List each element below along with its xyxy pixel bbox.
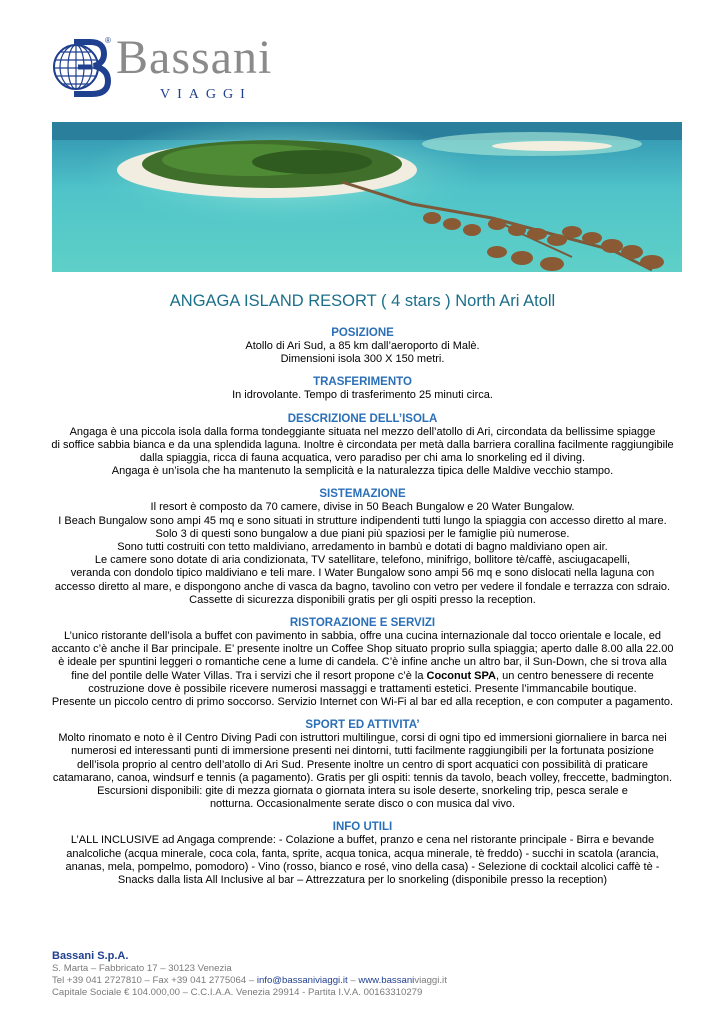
- text-line: notturna. Occasionalmente serate disco o con musica dal vivo.: [209, 798, 516, 811]
- island-photo-illustration: [52, 122, 682, 272]
- section-heading: INFO UTILI: [332, 821, 393, 834]
- section-text: [40, 340, 685, 366]
- text-line: Il resort è composto da 70 camere, divise in 50 Beach Bungalow e 20 Water Bungalow.: [150, 501, 575, 514]
- registered-mark: ®: [105, 36, 111, 45]
- text-line: costruzione dove è possibile ricevere numerosi massaggi e trattamenti estetici. Presente l’immancabile boutique.: [88, 682, 637, 695]
- text-line: di soffice sabbia bianca e da una splendida laguna. Inoltre è circondata per metà dalla barriera corallina facilmente raggiungibile: [51, 438, 674, 451]
- footer: [52, 950, 672, 999]
- footer-contacts: [52, 975, 672, 987]
- section-text: [40, 501, 685, 607]
- section-heading: SPORT ED ATTIVITA’: [305, 719, 420, 732]
- text-line: Presente un piccolo centro di primo soccorso. Servizio Internet con Wi-Fi al bar ed alla reception, e con computer a pagamento.: [51, 696, 674, 709]
- bold-text: Coconut SPA: [426, 669, 496, 682]
- section-heading: RISTORAZIONE E SERVIZI: [289, 617, 436, 630]
- footer-web-prefix: www.bassani: [358, 975, 415, 986]
- text-line: Angaga è un’isola che ha mantenuto la semplicità e la naturalezza tipica delle Maldive vecchio stampo.: [111, 465, 614, 478]
- footer-email-link[interactable]: info@bassaniviaggi.it: [256, 975, 348, 986]
- section-1: [40, 375, 685, 402]
- resort-aerial-photo: [52, 122, 682, 272]
- text-line: Escursioni disponibili: gite di mezza giornata o giornata intera su isole deserte, snorkeling trip, pesca serale e: [97, 785, 628, 798]
- section-heading: DESCRIZIONE DELL’ISOLA: [287, 412, 438, 425]
- text-line: Snacks dalla lista All Inclusive al bar – Attrezzatura per lo snorkeling (disponibile presso la reception): [117, 874, 608, 887]
- text-line: Atollo di Ari Sud, a 85 km dall’aeroporto di Malè.: [245, 340, 480, 352]
- text-line: L’unico ristorante dell’isola a buffet con pavimento in sabbia, offre una cucina internazionale dal tocco orientale e locale, ed: [63, 630, 662, 643]
- brand-name: Bassani: [116, 31, 273, 84]
- text-line: veranda con dondolo tipico maldiviano e teli mare. I Water Bungalow sono ampi 56 mq e sono dislocati nella laguna con: [70, 567, 655, 580]
- section-text: [40, 630, 685, 709]
- text-line: Solo 3 di questi sono bungalow a due piani più spaziosi per le famiglie più numerose.: [155, 527, 570, 540]
- text-line: Sono tutti costruiti con tetto maldiviano, arredamento in bambù e dotati di bagno maldiviano open air.: [117, 541, 608, 554]
- section-6: [40, 820, 685, 887]
- footer-address: S. Marta – Fabbricato 17 – 30123 Venezia: [52, 963, 232, 974]
- text-line: Molto rinomato e noto è il Centro Diving Padi con istruttori multilingue, corsi di ogni tipo ed immersioni giornaliere in barca nei: [58, 732, 667, 745]
- footer-capital: Capitale Sociale € 104.000,00 – C.C.I.A.A. Venezia 29914 - Partita I.V.A. 00163310279: [52, 987, 423, 998]
- footer-separator: –: [347, 975, 359, 986]
- section-3: [40, 487, 685, 607]
- brand-subtitle: VIAGGI: [160, 87, 252, 102]
- section-4: [40, 616, 685, 709]
- section-text: [40, 834, 685, 887]
- section-text: [40, 426, 685, 479]
- text-line: accesso diretto al mare, e dispongono anche di vasca da bagno, tavolino con vetro per vedere il fondale e terrazza con sdraio.: [54, 580, 671, 593]
- section-text: [40, 389, 685, 402]
- text-line: accanto c’è anche il Bar principale. E’ presente inoltre un Coffee Shop situato proprio sulla spiaggia; aperto dalle 8.00 alla 22.00: [51, 643, 674, 656]
- text-line: fine del pontile delle Water Villas. Tra i servizi che il resort propone c’è la Coconut SPA, un centro benessere di recente: [71, 669, 654, 682]
- footer-web-suffix: viaggi.it: [414, 975, 447, 986]
- text-line: Dimensioni isola 300 X 150 metri.: [280, 353, 445, 366]
- section-heading: TRASFERIMENTO: [313, 376, 412, 389]
- section-heading: SISTEMAZIONE: [319, 488, 406, 501]
- text-line: I Beach Bungalow sono ampi 45 mq e sono situati in strutture indipendenti tutti lungo la spiaggia con accesso diretto al mare.: [58, 514, 667, 527]
- text-line: Angaga è una piccola isola dalla forma tondeggiante situata nel mezzo dell’atollo di Ari, circondata da bellissime spiagge: [69, 425, 656, 438]
- footer-tel-fax: Tel +39 041 2727810 – Fax +39 041 2775064 –: [52, 975, 257, 986]
- text-line: Cassette di sicurezza disponibili gratis per gli ospiti presso la reception.: [189, 593, 536, 606]
- text-line: In idrovolante. Tempo di trasferimento 25 minuti circa.: [232, 389, 493, 402]
- section-text: [40, 732, 685, 811]
- text-line: L’ALL INCLUSIVE ad Angaga comprende: - Colazione a buffet, pranzo e cena nel ristorante principale - Birra e bevande: [70, 834, 655, 847]
- text-line: ananas, mela, pompelmo, pomodoro) - Vino (rosso, bianco e rosé, vino della casa) - Selezione di cocktail alcolici caffè tè -: [65, 860, 660, 873]
- text-line: numerosi ed interessanti punti di immersione presenti nei dintorni, tutti facilmente raggiungibili per la fortunata posizione: [71, 745, 654, 758]
- section-2: [40, 412, 685, 479]
- text-line: dalla spiaggia, ricca di fauna acquatica, vero paradiso per chi ama lo snorkeling ed il diving.: [139, 452, 586, 465]
- footer-website-link[interactable]: [358, 975, 447, 986]
- section-heading: POSIZIONE: [331, 327, 394, 339]
- section-5: [40, 718, 685, 811]
- text-line: catamarano, canoa, windsurf e tennis (a pagamento). Gratis per gli ospiti: tennis da tavolo, beach volley, freccette, badmington.: [52, 771, 673, 784]
- text-line: analcoliche (acqua minerale, coca cola, fanta, sprite, acqua tonica, acqua minerale, tè freddo) - succhi in scatola (arancia,: [66, 847, 659, 860]
- text-line: dell’isola proprio al centro dell’atollo di Ari Sud. Presente inoltre un centro di sport acquatici con possibilità di praticare: [76, 758, 649, 771]
- document-body: [40, 326, 685, 896]
- text-line: è ideale per spuntini leggeri o romantiche cene a lume di candela. C’è infine anche un altro bar, il Sun-Down, che si trova alla: [58, 656, 667, 669]
- text-line: Le camere sono dotate di aria condizionata, TV satellitare, telefono, minifrigo, bollitore tè/caffè, asciugacapelli,: [94, 554, 631, 567]
- footer-company: Bassani S.p.A.: [52, 950, 129, 962]
- company-logo: [52, 30, 312, 105]
- page-title: ANGAGA ISLAND RESORT ( 4 stars ) North Ari Atoll: [169, 292, 556, 310]
- section-0: [40, 326, 685, 366]
